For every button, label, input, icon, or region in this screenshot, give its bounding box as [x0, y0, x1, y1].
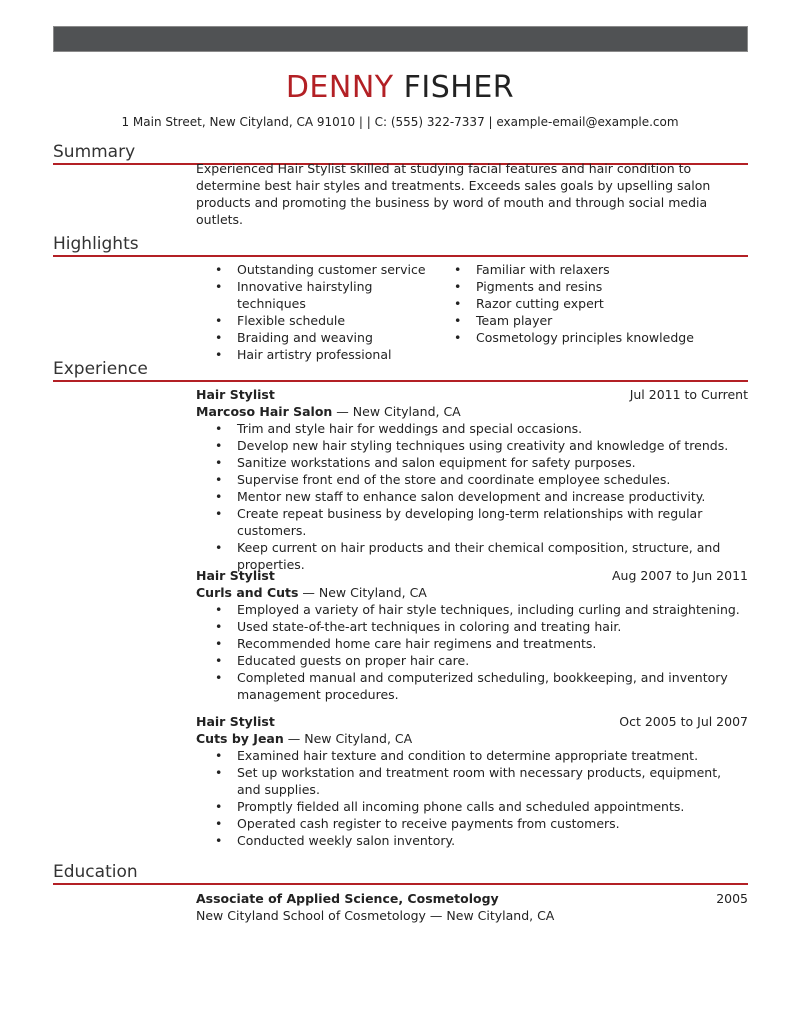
list-item: • Set up workstation and treatment room with necessary products, equipment, and supplies.	[196, 764, 748, 798]
job-entry	[196, 713, 748, 849]
job-dates: Jul 2011 to Current	[629, 387, 748, 402]
list-item: • Keep current on hair products and their chemical composition, structure, and properties.	[196, 539, 748, 573]
highlights-right-column	[435, 261, 748, 346]
list-item: • Create repeat business by developing long-term relationships with regular customers.	[196, 505, 748, 539]
dash: —	[298, 585, 319, 600]
section-title-education: Education	[53, 862, 138, 882]
list-item: • Team player	[435, 312, 748, 329]
summary-text: Experienced Hair Stylist skilled at studying facial features and hair condition to determine best hair styles and treatments. Exceeds sales goals by upselling salon products and promoting the business by word of mouth and through social media outlets.	[196, 161, 711, 227]
highlights-left-column	[196, 261, 436, 363]
graduation-year: 2005	[716, 891, 748, 906]
list-item: • Pigments and resins	[435, 278, 748, 295]
list-item: • Braiding and weaving	[196, 329, 436, 346]
section-title-summary: Summary	[53, 142, 136, 162]
company-name: Marcoso Hair Salon	[196, 404, 333, 419]
company-location: New Cityland, CA	[352, 404, 461, 419]
list-item: • Promptly fielded all incoming phone calls and scheduled appointments.	[196, 798, 748, 815]
section-highlights	[53, 231, 748, 257]
company-name: Curls and Cuts	[196, 585, 299, 600]
job-dates: Aug 2007 to Jun 2011	[611, 568, 748, 583]
section-title-experience: Experience	[53, 359, 148, 379]
section-education	[53, 859, 748, 885]
list-item: • Flexible schedule	[196, 312, 436, 329]
section-title-highlights: Highlights	[53, 234, 139, 254]
job-title: Hair Stylist	[196, 387, 275, 402]
list-item: • Used state-of-the-art techniques in coloring and treating hair.	[196, 618, 748, 635]
list-item: • Innovative hairstyling techniques	[196, 278, 436, 312]
list-item: • Examined hair texture and condition to determine appropriate treatment.	[196, 747, 748, 764]
list-item: • Razor cutting expert	[435, 295, 748, 312]
dash: —	[283, 731, 305, 746]
list-item: • Outstanding customer service	[196, 261, 436, 278]
list-item: • Familiar with relaxers	[435, 261, 748, 278]
list-item: • Educated guests on proper hair care.	[196, 652, 748, 669]
header-bar	[53, 26, 748, 52]
list-item: • Employed a variety of hair style techniques, including curling and straightening.	[196, 601, 748, 618]
school-location: New Cityland, CA	[446, 908, 555, 923]
list-item: • Cosmetology principles knowledge	[435, 329, 748, 346]
company-location: New Cityland, CA	[318, 585, 427, 600]
degree: Associate of Applied Science, Cosmetology	[196, 891, 499, 906]
section-experience	[53, 356, 748, 382]
list-item: • Operated cash register to receive payments from customers.	[196, 815, 748, 832]
last-name: FISHER	[403, 70, 515, 105]
list-item: • Mentor new staff to enhance salon development and increase productivity.	[196, 488, 748, 505]
list-item: • Hair artistry professional	[196, 346, 436, 363]
job-title: Hair Stylist	[196, 714, 275, 729]
first-name: DENNY	[285, 70, 394, 105]
job-dates: Oct 2005 to Jul 2007	[619, 714, 748, 729]
education-entry	[196, 890, 748, 924]
candidate-name	[0, 68, 800, 108]
list-item: • Recommended home care hair regimens and treatments.	[196, 635, 748, 652]
dash: —	[332, 404, 353, 419]
list-item: • Trim and style hair for weddings and special occasions.	[196, 420, 748, 437]
job-title: Hair Stylist	[196, 568, 275, 583]
contact-line: 1 Main Street, New Cityland, CA 91010 | | C: (555) 322-7337 | example-email@example.com	[121, 115, 679, 129]
company-location: New Cityland, CA	[304, 731, 413, 746]
job-entry	[196, 386, 748, 573]
list-item: • Develop new hair styling techniques using creativity and knowledge of trends.	[196, 437, 748, 454]
school-name: New Cityland School of Cosmetology	[196, 908, 426, 923]
job-entry	[196, 567, 748, 703]
company-name: Cuts by Jean	[196, 731, 284, 746]
list-item: • Sanitize workstations and salon equipment for safety purposes.	[196, 454, 748, 471]
list-item: • Completed manual and computerized scheduling, bookkeeping, and inventory management procedures.	[196, 669, 748, 703]
dash: —	[425, 908, 447, 923]
list-item: • Supervise front end of the store and coordinate employee schedules.	[196, 471, 748, 488]
list-item: • Conducted weekly salon inventory.	[196, 832, 748, 849]
